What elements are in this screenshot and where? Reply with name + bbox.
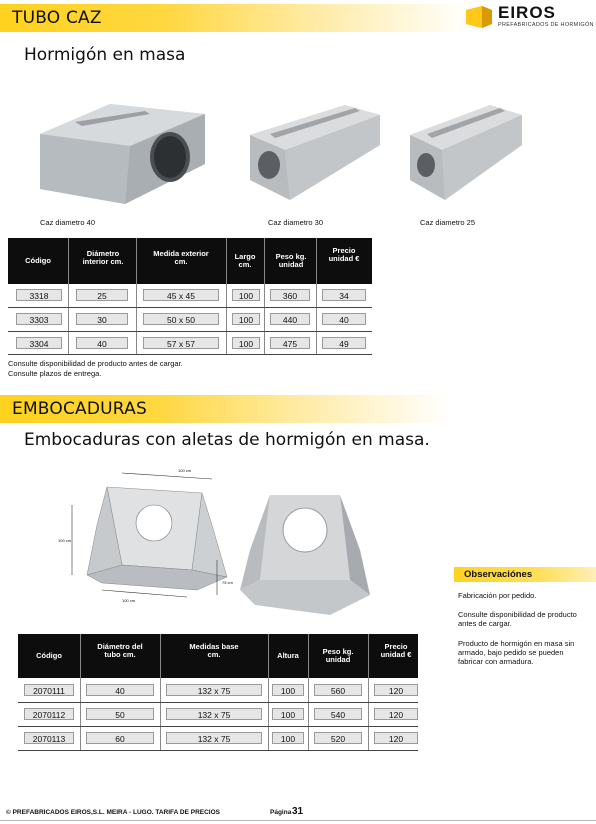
column-header-diametro: Diámetro interior cm. xyxy=(82,249,124,266)
observation-item: Fabricación por pedido. xyxy=(458,591,537,600)
row-divider xyxy=(8,354,372,355)
cell-peso: 560 xyxy=(314,684,362,696)
column-header-diametro: Diámetro del tubo cm. xyxy=(97,642,143,659)
cell-codigo: 3318 xyxy=(16,289,62,301)
cell-medida: 45 x 45 xyxy=(143,289,219,301)
cell-altura: 100 xyxy=(272,732,304,744)
dimension-label-bottom: 100 cm xyxy=(122,598,136,603)
cell-codigo: 3303 xyxy=(16,313,62,325)
footer-copyright: © PREFABRICADOS EIROS,S.L. MEIRA - LUGO. TARIFA DE PRECIOS xyxy=(6,809,221,816)
row-divider xyxy=(18,702,418,703)
column-divider xyxy=(264,238,265,354)
cell-medida: 57 x 57 xyxy=(143,337,219,349)
section-title: EMBOCADURAS xyxy=(12,399,147,419)
embocadura-drawing xyxy=(62,465,237,610)
cell-medidas: 132 x 75 xyxy=(166,732,262,744)
footer-page-number: 31 xyxy=(292,806,304,817)
cell-diametro: 50 xyxy=(86,708,154,720)
cell-altura: 100 xyxy=(272,684,304,696)
cell-codigo: 2070112 xyxy=(24,708,74,720)
photo-caption: Caz diametro 30 xyxy=(268,218,324,227)
column-header-medida: Medida exterior cm. xyxy=(153,249,209,266)
cell-peso: 520 xyxy=(314,732,362,744)
dimension-label-top: 100 cm xyxy=(178,468,192,473)
cell-precio: 120 xyxy=(374,732,418,744)
column-header-codigo: Código xyxy=(25,256,51,265)
cell-diametro: 40 xyxy=(76,337,128,349)
cell-altura: 100 xyxy=(272,708,304,720)
cell-peso: 440 xyxy=(270,313,310,325)
column-divider xyxy=(268,634,269,750)
row-divider xyxy=(8,307,372,308)
section-header-embocaduras xyxy=(0,395,450,423)
column-divider xyxy=(68,238,69,354)
section-header-tubo-caz xyxy=(0,4,470,32)
column-header-peso: Peso kg. unidad xyxy=(322,647,354,664)
cell-codigo: 3304 xyxy=(16,337,62,349)
section-title: TUBO CAZ xyxy=(12,8,102,28)
row-divider xyxy=(18,726,418,727)
dimension-label-right: 75 cm xyxy=(222,580,233,585)
cell-precio: 120 xyxy=(374,708,418,720)
note-delivery: Consulte plazos de entrega. xyxy=(8,369,102,378)
column-divider xyxy=(160,634,161,750)
caz-30-photo xyxy=(245,100,385,212)
photo-caption: Caz diametro 25 xyxy=(420,218,476,227)
cell-codigo: 2070113 xyxy=(24,732,74,744)
photo-caption: Caz diametro 40 xyxy=(40,218,96,227)
observation-item: Consulte disponibilidad de producto antes de cargar. xyxy=(458,610,577,628)
column-header-largo: Largo cm. xyxy=(234,252,256,269)
column-divider xyxy=(308,634,309,750)
cell-diametro: 40 xyxy=(86,684,154,696)
column-divider xyxy=(136,238,137,354)
column-divider xyxy=(316,238,317,354)
cell-precio: 40 xyxy=(322,313,366,325)
column-divider xyxy=(368,634,369,750)
column-divider xyxy=(226,238,227,354)
observation-item: Producto de hormigón en masa sin armado, bajo pedido se pueden fabricar con armadura. xyxy=(458,639,575,666)
row-divider xyxy=(8,331,372,332)
cell-diametro: 60 xyxy=(86,732,154,744)
section-subtitle: Embocaduras con aletas de hormigón en masa. xyxy=(24,430,430,450)
cell-medida: 50 x 50 xyxy=(143,313,219,325)
observations-title: Observaciónes xyxy=(464,569,533,580)
caz-40-photo xyxy=(30,94,210,214)
column-header-precio: Precio unidad € xyxy=(380,642,412,659)
row-divider xyxy=(18,750,418,751)
note-availability: Consulte disponibilidad de producto antes de cargar. xyxy=(8,359,183,368)
cell-codigo: 2070111 xyxy=(24,684,74,696)
footer-page-label: Página xyxy=(270,809,292,816)
cell-precio: 34 xyxy=(322,289,366,301)
cell-largo: 100 xyxy=(232,289,260,301)
cell-peso: 360 xyxy=(270,289,310,301)
caz-25-photo xyxy=(405,100,525,212)
cell-diametro: 30 xyxy=(76,313,128,325)
brand-tagline: PREFABRICADOS DE HORMIGÓN xyxy=(498,22,594,28)
cell-largo: 100 xyxy=(232,313,260,325)
column-header-peso: Peso kg. unidad xyxy=(275,252,307,269)
brand-name: EIROS xyxy=(498,3,556,22)
column-header-medidas: Medidas base cm. xyxy=(189,642,239,659)
eiros-logo-icon xyxy=(466,6,492,28)
cell-precio: 49 xyxy=(322,337,366,349)
cell-largo: 100 xyxy=(232,337,260,349)
embocadura-photo xyxy=(240,490,380,620)
cell-precio: 120 xyxy=(374,684,418,696)
column-divider xyxy=(80,634,81,750)
footer-divider xyxy=(0,820,596,821)
dimension-label-left: 100 cm xyxy=(58,538,72,543)
cell-medidas: 132 x 75 xyxy=(166,708,262,720)
column-header-altura: Altura xyxy=(277,651,299,660)
cell-diametro: 25 xyxy=(76,289,128,301)
cell-peso: 540 xyxy=(314,708,362,720)
column-header-codigo: Código xyxy=(36,651,62,660)
section-subtitle: Hormigón en masa xyxy=(24,45,186,65)
observations-header xyxy=(454,567,596,582)
cell-peso: 475 xyxy=(270,337,310,349)
column-header-precio: Precio unidad € xyxy=(328,246,360,263)
cell-medidas: 132 x 75 xyxy=(166,684,262,696)
